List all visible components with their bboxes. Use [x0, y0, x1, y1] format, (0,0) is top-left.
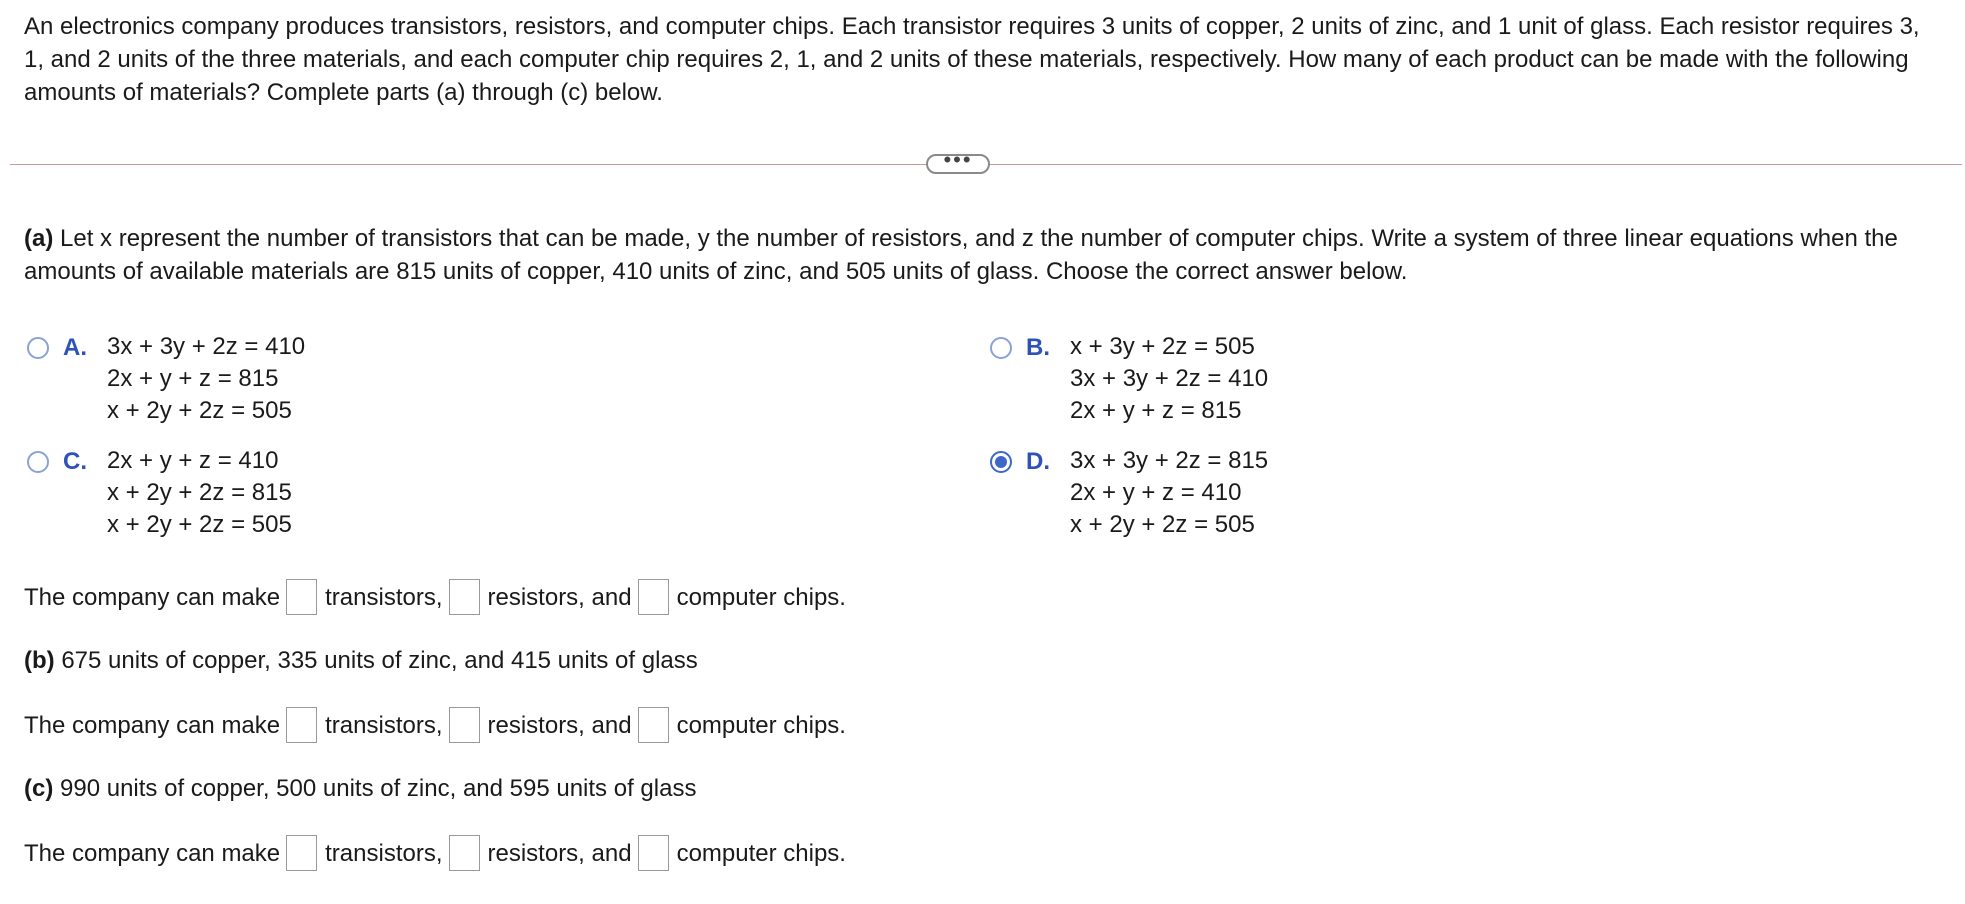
choice-c-equations	[107, 445, 292, 541]
equation: 3x + 3y + 2z = 410	[107, 333, 306, 360]
transistors-label: transistors,	[325, 711, 443, 739]
part-c-prompt	[24, 772, 696, 805]
resistors-input-b[interactable]	[449, 707, 480, 743]
equation: 3x + 3y + 2z = 815	[1070, 447, 1269, 474]
equation: x + 2y + 2z = 815	[107, 479, 292, 506]
part-a-text: Let x represent the number of transistors that can be made, y the number of resistors, and z the number of computer chips. Write a system of three linear equations when the amounts of available materials are 815 units of copper, 410 units of zinc, and 505 units of glass. Choose the correct answer below.	[24, 225, 1898, 285]
choice-d-letter: D.	[1026, 448, 1050, 475]
choice-d[interactable]	[990, 445, 1268, 541]
equation: 2x + y + z = 410	[107, 447, 279, 474]
equation: 2x + y + z = 815	[107, 365, 279, 392]
transistors-label: transistors,	[325, 583, 443, 611]
problem-intro: An electronics company produces transistors, resistors, and computer chips. Each transistor requires 3 units of copper, 2 units of zinc, and 1 unit of glass. Each resistor requires 3, 1, and 2 units of the three materials, and each computer chip requires 2, 1, and 2 units of these materials, respectively. How many of each product can be made with the following amounts of materials? Complete parts (a) through (c) below.	[24, 13, 1920, 106]
choice-b-equations	[1070, 331, 1268, 427]
choice-c-letter: C.	[63, 448, 87, 475]
resistors-label: resistors, and	[487, 711, 632, 739]
answer-lead-text: The company can make	[24, 711, 281, 739]
choice-c[interactable]	[27, 445, 292, 541]
equation: x + 2y + 2z = 505	[107, 397, 292, 424]
choice-a-letter: A.	[63, 334, 87, 361]
answer-lead-text: The company can make	[24, 583, 281, 611]
chips-input-b[interactable]	[638, 707, 669, 743]
transistors-input-b[interactable]	[286, 707, 317, 743]
ellipsis-icon: •••	[943, 147, 973, 172]
resistors-input-a[interactable]	[449, 579, 480, 615]
choice-b[interactable]	[990, 331, 1268, 427]
choice-a-equations	[107, 331, 305, 427]
part-c-label: (c)	[24, 775, 54, 802]
choice-a[interactable]	[27, 331, 305, 427]
choice-c-radio[interactable]	[27, 451, 49, 473]
transistors-input-c[interactable]	[286, 835, 317, 871]
transistors-input-a[interactable]	[286, 579, 317, 615]
answer-lead-text: The company can make	[24, 839, 281, 867]
chips-label: computer chips.	[676, 839, 846, 867]
equation: x + 3y + 2z = 505	[1070, 333, 1255, 360]
equation: 2x + y + z = 410	[1070, 479, 1242, 506]
resistors-input-c[interactable]	[449, 835, 480, 871]
equation: 3x + 3y + 2z = 410	[1070, 365, 1269, 392]
equation: x + 2y + 2z = 505	[1070, 511, 1255, 538]
equation: x + 2y + 2z = 505	[107, 511, 292, 538]
choice-d-equations	[1070, 445, 1268, 541]
part-b-label: (b)	[24, 647, 55, 674]
transistors-label: transistors,	[325, 839, 443, 867]
choice-b-letter: B.	[1026, 334, 1050, 361]
chips-input-c[interactable]	[638, 835, 669, 871]
chips-input-a[interactable]	[638, 579, 669, 615]
part-a-label: (a)	[24, 225, 54, 252]
resistors-label: resistors, and	[487, 839, 632, 867]
answer-line-b	[24, 707, 846, 743]
chips-label: computer chips.	[676, 711, 846, 739]
part-b-prompt	[24, 644, 698, 677]
part-c-text: 990 units of copper, 500 units of zinc, and 595 units of glass	[60, 775, 697, 802]
choice-b-radio[interactable]	[990, 337, 1012, 359]
expand-more-button[interactable]	[926, 147, 990, 174]
choice-d-radio[interactable]	[990, 451, 1012, 473]
equation: 2x + y + z = 815	[1070, 397, 1242, 424]
resistors-label: resistors, and	[487, 583, 632, 611]
part-a-prompt	[24, 222, 1944, 288]
chips-label: computer chips.	[676, 583, 846, 611]
answer-line-a	[24, 579, 846, 615]
choice-a-radio[interactable]	[27, 337, 49, 359]
answer-line-c	[24, 835, 846, 871]
part-b-text: 675 units of copper, 335 units of zinc, and 415 units of glass	[61, 647, 698, 674]
